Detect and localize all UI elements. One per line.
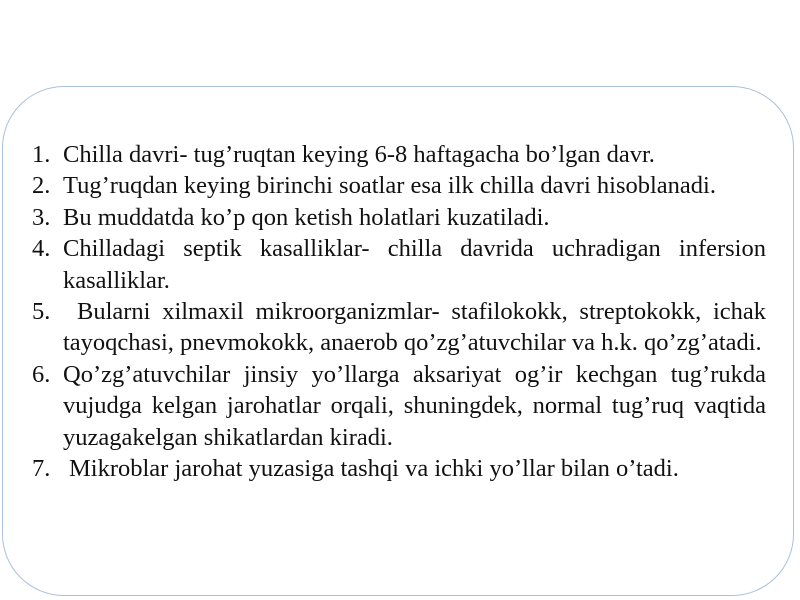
list-item: [32, 296, 766, 359]
item-number: 3.: [32, 203, 51, 231]
item-text: Qo’zg’atuvchilar jinsiy yo’llarga aksariyat og’ir kechgan tug’rukda vujudga kelgan jarohatlar orqali, shuningdek, normal tug’ruq vaqtida yuzagakelgan shikatlardan kiradi.: [63, 360, 766, 451]
list-item: [32, 233, 766, 296]
numbered-list: [32, 139, 766, 484]
list-item: [32, 359, 766, 453]
list-item: [32, 139, 766, 170]
item-number: 4.: [32, 235, 51, 263]
item-text: Mikroblar jarohat yuzasiga tashqi va ichki yo’llar bilan o’tadi.: [69, 455, 679, 483]
item-number: 6.: [32, 360, 51, 388]
list-item: [32, 202, 766, 233]
item-text: Tug’ruqdan keying birinchi soatlar esa ilk chilla davri hisoblanadi.: [63, 172, 716, 200]
list-item: [32, 170, 766, 201]
item-number: 2.: [32, 172, 51, 200]
item-text: Chilladagi septik kasalliklar- chilla davrida uchradigan infersion kasalliklar.: [63, 235, 766, 294]
item-number: 5.: [32, 298, 51, 326]
item-text: Bularni xilmaxil mikroorganizmlar- stafilokokk, streptokokk, ichak tayoqchasi, pnevmokokk, anaerob qo’zg’atuvchilar va h.k. qo’zg’atadi.: [63, 298, 766, 357]
item-text: Bu muddatda ko’p qon ketish holatlari kuzatiladi.: [63, 203, 550, 231]
list-item: [32, 453, 766, 484]
item-text: Chilla davri- tug’ruqtan keying 6-8 haftagacha bo’lgan davr.: [63, 141, 655, 168]
item-number: 7.: [32, 455, 51, 483]
item-number: 1.: [32, 141, 51, 168]
